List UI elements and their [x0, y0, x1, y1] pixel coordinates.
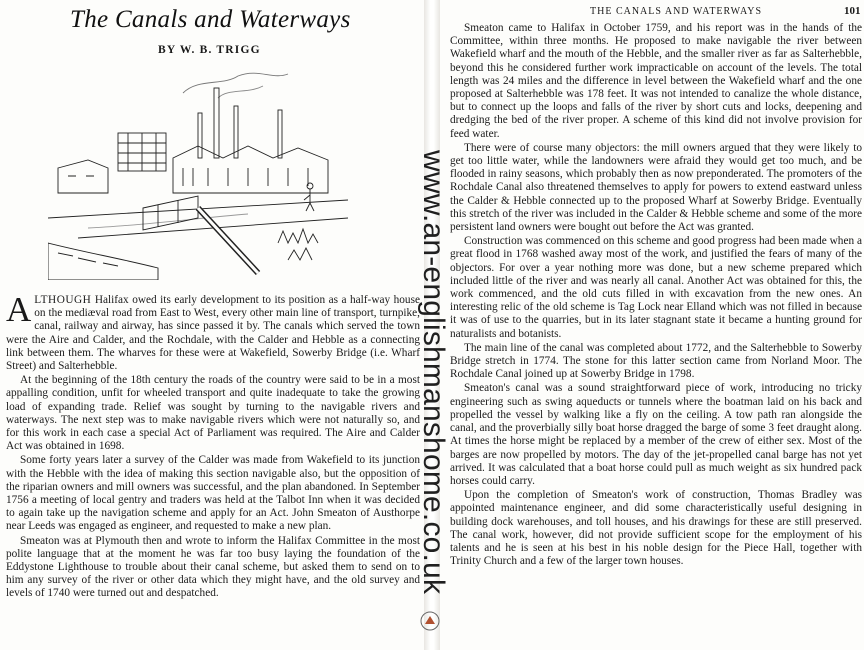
- paragraph: Smeaton came to Halifax in October 1759, and his report was in the hands of the Committee, within three months. He proposed to make navigable the river between Wakefield wharf and the mouth of the Hebble, and the smaller river as far as Salterhebble, beyond this he considered further work impracticable on account of the levels. The total length was 24 miles and the difference in level between the Wakefield wharf and the one proposed at Salterhebble was 178 feet. It was not intended to canalize the whole distance, but to connect up the loops and falls of the river by short cuts and locks, deepening and dredging the bed of the river proper. A scheme of this kind did not involve provision for feed water.: [450, 22, 862, 140]
- paragraph: The main line of the canal was completed about 1772, and the Salterhebble to Sowerby Bridge stretch in 1774. The stone for this latter section came from Norland Moor. The Rochdale Canal joined up at Sowerby Bridge in 1798.: [450, 341, 862, 381]
- left-body-text: [6, 290, 420, 602]
- canal-mill-illustration: [48, 68, 348, 280]
- paragraph: There were of course many objectors: the mill owners argued that they were likely to get too little water, while the landowners were afraid they would get too much, and be flooded in rainy seasons, which probably then as now preponderated. The promoters of the Rochdale Canal also threatened themselves to apply for powers to extend eastward unless the Calder & Hebble connected up to the proposed Wharf at Sowerby Bridge. Eventually this stretch of the river was included in the Calder & Hebble scheme and some of the more persistent land owners were bought out before the Act was granted.: [450, 141, 862, 234]
- byline: BY W. B. TRIGG: [158, 44, 261, 56]
- paragraph-text: Halifax owed its early development to its position as a half-way house on the mediæval road from East to West, every other main line of transport, turnpike, canal, railway and airway, has since passed it by. The canals which served the town were the Aire and Calder, and the Rochdale, with the Calder and Hebble as a connecting link between them. The wharves for these were at Wakefield, Sowerby Bridge (i.e. Wharf Street) and Salterhebble.: [6, 294, 420, 373]
- paragraph: Some forty years later a survey of the Calder was made from Wakefield to its junction with the Hebble with the idea of making this section navigable also, but the opposition of the riparian owners and mill owners was successful, and the plan abandoned. In September 1756 a meeting of local gentry and traders was held at the Talbot Inn when it was decided to again take up the navigation scheme and apply for an Act. John Smeaton of Austhorpe near Leeds was engaged as engineer, and requested to make a new plan.: [6, 454, 420, 533]
- paragraph: At the beginning of the 18th century the roads of the country were said to be in a most appalling condition, unfit for wheeled transport and quite inadequate to take the growing load of expanding trade. Relief was sought by turning to the navigable rivers and waterways. The next step was to make navigable rivers which were not naturally so, and for this work in each case a special Act of Parliament was required. The Aire and Calder Act was obtained in 1698.: [6, 374, 420, 453]
- drop-cap: A: [6, 290, 32, 329]
- right-body-text: [450, 22, 862, 569]
- page-number: 101: [844, 5, 861, 17]
- first-word: LTHOUGH: [34, 294, 92, 306]
- paragraph: Smeaton was at Plymouth then and wrote to inform the Halifax Committee in the most polite language that at the moment he was far too busy laying the foundation of the Eddystone Lighthouse to trouble about their canal scheme, but asked them to send on to him any survey of the river or other data which they might have, and the old survey and levels of 1740 were turned out and despatched.: [6, 534, 420, 600]
- paragraph: [6, 290, 420, 373]
- right-page: [440, 0, 864, 650]
- watermark-logo-icon: [419, 610, 441, 632]
- paragraph: Smeaton's canal was a sound straightforward piece of work, introducing no tricky engineering such as swing aqueducts or tunnels where the boatman laid on his back and propelled the vessel by walking like a fly on the ceiling. A tow path ran alongside the canal, and the proverbially silly boat horse dragged the barge of some 3 feet draught along. At times the horse might be replaced by a member of the crew of either sex. Most of the barges are now propelled by motors. The day of the jet-propelled canal barge has not yet arrived. It was calculated that a boat horse could pull as much weight as six hundred pack horses could carry.: [450, 382, 862, 487]
- watermark-text: www.an-englishmanshome.co.uk: [417, 150, 450, 595]
- left-page: [0, 0, 424, 650]
- website-watermark: [417, 150, 470, 595]
- running-head: THE CANALS AND WATERWAYS: [590, 6, 763, 17]
- paragraph: Upon the completion of Smeaton's work of construction, Thomas Bradley was appointed maintenance engineer, and did some characteristically useful designing in building dock warehouses, and toll houses, and his drawings for these are still preserved. The canal work, however, did not provide sufficient scope for the employment of his talents and he is seen at his best in his noble design for the Piece Hall, together with Trinity Church and a few of the larger town houses.: [450, 489, 862, 568]
- paragraph: Construction was commenced on this scheme and good progress had been made when a great flood in 1768 washed away most of the work, and justified the fears of many of the objectors. For over a year nothing more was done, but a new scheme prepared which included little of the river and was nearly all canal. Another Act was obtained for this, the work commenced, and the old cuts filled in with excavation from the new ones. An interesting relic of the old scheme is Tag Lock near Elland which was not filled in because it was of use to the quarries, but in its later stagnant state it became a hunting ground for naturalists and botanists.: [450, 235, 862, 340]
- article-title: The Canals and Waterways: [70, 6, 351, 33]
